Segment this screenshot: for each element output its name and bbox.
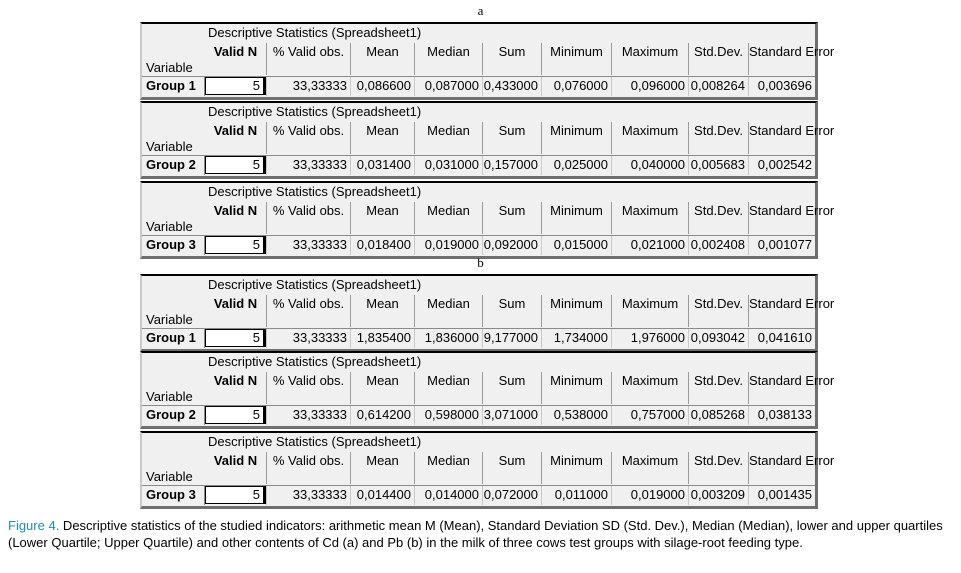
column-header: Sum [482, 202, 541, 234]
stats-panel [140, 351, 835, 429]
column-header: % Valid obs. [266, 43, 350, 75]
column-header: Std.Dev. [688, 295, 748, 327]
table-cell: 0,072000 [482, 486, 541, 505]
table-cell: 0,019000 [414, 236, 482, 255]
table-cell: 0,001435 [748, 486, 815, 505]
table-cell: 0,002408 [688, 236, 748, 255]
variable-label: Variable [146, 139, 193, 154]
column-header: Mean [350, 202, 414, 234]
column-header: Mean [350, 295, 414, 327]
column-header: Standard Error [748, 43, 815, 75]
column-header: Valid N [213, 296, 258, 311]
table-cell: 0,614200 [350, 406, 414, 425]
column-header: Maximum [611, 43, 688, 75]
column-header: Maximum [611, 122, 688, 154]
table-cell: 0,076000 [541, 77, 611, 96]
figure-label: Figure 4. [8, 518, 60, 533]
table-cell: 33,33333 [266, 77, 350, 96]
table-cell: 1,976000 [611, 329, 688, 348]
column-header: % Valid obs. [266, 295, 350, 327]
table-cell: 0,757000 [611, 406, 688, 425]
figure-caption [8, 517, 953, 551]
table-cell: 0,003696 [748, 77, 815, 96]
table-cell: 0,433000 [482, 77, 541, 96]
column-header: Sum [482, 122, 541, 154]
table-cell: 0,086600 [350, 77, 414, 96]
column-header: Median [414, 202, 482, 234]
valid-n-cell[interactable]: 5 [205, 236, 266, 254]
variable-label: Variable [146, 469, 193, 484]
variable-label: Variable [146, 60, 193, 75]
table-cell: 0,041610 [748, 329, 815, 348]
table-cell: 0,038133 [748, 406, 815, 425]
table-cell: 0,087000 [414, 77, 482, 96]
column-header: Median [414, 372, 482, 404]
table-cell: 0,085268 [688, 406, 748, 425]
valid-n-cell[interactable]: 5 [205, 156, 266, 174]
column-header: % Valid obs. [266, 372, 350, 404]
column-header: Standard Error [748, 295, 815, 327]
table-cell: 0,093042 [688, 329, 748, 348]
stats-panel [140, 181, 835, 259]
table-cell: 3,071000 [482, 406, 541, 425]
column-header: Minimum [541, 122, 611, 154]
table-cell: 0,598000 [414, 406, 482, 425]
column-header: Sum [482, 295, 541, 327]
table-cell: 0,014000 [414, 486, 482, 505]
column-header: Std.Dev. [688, 202, 748, 234]
table-cell: 33,33333 [266, 486, 350, 505]
group-label: Group 3 [142, 236, 205, 255]
table-cell: 0,096000 [611, 77, 688, 96]
table-cell: 0,021000 [611, 236, 688, 255]
column-header: Std.Dev. [688, 122, 748, 154]
column-header: Minimum [541, 202, 611, 234]
column-header: Valid N [213, 203, 258, 218]
table-cell: 0,003209 [688, 486, 748, 505]
group-label: Group 1 [142, 77, 205, 96]
table-cell: 0,538000 [541, 406, 611, 425]
table-cell: 0,014400 [350, 486, 414, 505]
variable-label: Variable [146, 219, 193, 234]
group-label: Group 3 [142, 486, 205, 505]
column-header: Mean [350, 372, 414, 404]
column-header: Median [414, 122, 482, 154]
table-cell: 0,008264 [688, 77, 748, 96]
group-label: Group 2 [142, 156, 205, 175]
column-header: Standard Error [748, 372, 815, 404]
valid-n-cell[interactable]: 5 [205, 329, 266, 347]
table-cell: 9,177000 [482, 329, 541, 348]
column-header: % Valid obs. [266, 122, 350, 154]
column-header: Sum [482, 372, 541, 404]
table-cell: 0,019000 [611, 486, 688, 505]
panel-title: Descriptive Statistics (Spreadsheet1) [208, 184, 422, 199]
column-header: Standard Error [748, 202, 815, 234]
table-cell: 33,33333 [266, 406, 350, 425]
column-header: Sum [482, 452, 541, 484]
column-header: Valid N [213, 373, 258, 388]
column-header: Mean [350, 122, 414, 154]
column-header: Valid N [213, 44, 258, 59]
column-header: Mean [350, 452, 414, 484]
table-cell: 1,835400 [350, 329, 414, 348]
column-header: % Valid obs. [266, 202, 350, 234]
table-cell: 0,025000 [541, 156, 611, 175]
column-header: Mean [350, 43, 414, 75]
table-cell: 0,001077 [748, 236, 815, 255]
panel-title: Descriptive Statistics (Spreadsheet1) [208, 434, 422, 449]
panel-title: Descriptive Statistics (Spreadsheet1) [208, 104, 422, 119]
stats-panel [140, 101, 835, 179]
valid-n-cell[interactable]: 5 [205, 486, 266, 504]
table-cell: 0,015000 [541, 236, 611, 255]
column-header: Maximum [611, 452, 688, 484]
column-header: Sum [482, 43, 541, 75]
section-label-a: a [477, 3, 484, 18]
valid-n-cell[interactable]: 5 [205, 406, 266, 424]
column-header: Maximum [611, 295, 688, 327]
table-cell: 0,157000 [482, 156, 541, 175]
table-cell: 33,33333 [266, 329, 350, 348]
column-header: Median [414, 295, 482, 327]
table-cell: 0,031400 [350, 156, 414, 175]
column-header: Standard Error [748, 122, 815, 154]
table-cell: 0,018400 [350, 236, 414, 255]
column-header: Minimum [541, 295, 611, 327]
caption-text: Descriptive statistics of the studied indicators: arithmetic mean M (Mean), Standard Deviation SD (Std. Dev.), Median (Median), lower and upper quartiles (Lower Quartile; Upper Quartile) and other contents of Cd (a) and Pb (b) in the milk of three cows test groups with silage-root feeding type. [8, 518, 943, 550]
group-label: Group 1 [142, 329, 205, 348]
column-header: Std.Dev. [688, 43, 748, 75]
column-header: Maximum [611, 372, 688, 404]
table-cell: 0,092000 [482, 236, 541, 255]
table-cell: 0,002542 [748, 156, 815, 175]
column-header: Std.Dev. [688, 372, 748, 404]
stats-panel [140, 274, 835, 352]
variable-label: Variable [146, 389, 193, 404]
column-header: Maximum [611, 202, 688, 234]
table-cell: 33,33333 [266, 236, 350, 255]
column-header: % Valid obs. [266, 452, 350, 484]
column-header: Std.Dev. [688, 452, 748, 484]
column-header: Standard Error [748, 452, 815, 484]
table-cell: 0,031000 [414, 156, 482, 175]
column-header: Median [414, 43, 482, 75]
column-header: Valid N [213, 123, 258, 138]
table-cell: 33,33333 [266, 156, 350, 175]
table-cell: 0,040000 [611, 156, 688, 175]
table-cell: 0,005683 [688, 156, 748, 175]
panel-title: Descriptive Statistics (Spreadsheet1) [208, 25, 422, 40]
column-header: Median [414, 452, 482, 484]
table-cell: 0,011000 [541, 486, 611, 505]
stats-panel [140, 431, 835, 509]
panel-title: Descriptive Statistics (Spreadsheet1) [208, 354, 422, 369]
table-cell: 1,836000 [414, 329, 482, 348]
valid-n-cell[interactable]: 5 [205, 77, 266, 95]
group-label: Group 2 [142, 406, 205, 425]
column-header: Minimum [541, 452, 611, 484]
section-label-b: b [477, 255, 484, 270]
panel-title: Descriptive Statistics (Spreadsheet1) [208, 277, 422, 292]
variable-label: Variable [146, 312, 193, 327]
stats-panel [140, 22, 835, 100]
table-cell: 1,734000 [541, 329, 611, 348]
column-header: Valid N [213, 453, 258, 468]
column-header: Minimum [541, 43, 611, 75]
column-header: Minimum [541, 372, 611, 404]
